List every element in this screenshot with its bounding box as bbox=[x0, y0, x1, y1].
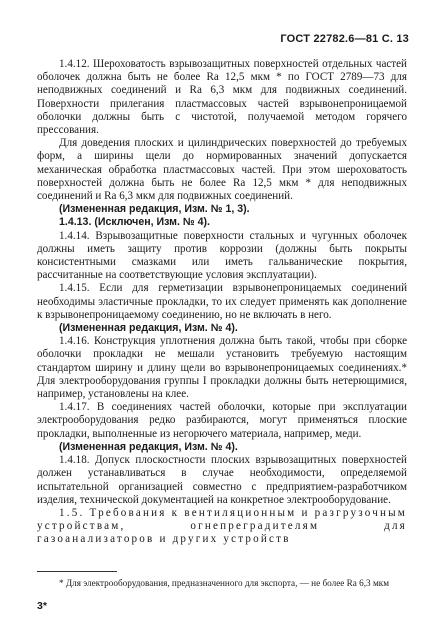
amendment-note-3: (Измененная редакция, Изм. № 4). bbox=[59, 440, 238, 453]
paragraph-1-4-15: 1.4.15. Если для герметизации взрывонепроницаемых соединений необходимы эластичные прокладки, то их следует применять как дополнение к взрывонепроницаемому соединению, но не включать в него. bbox=[37, 282, 407, 321]
footnote-divider bbox=[37, 571, 117, 572]
paragraph-1-4-13: 1.4.13. (Исключен, Изм. № 4). bbox=[59, 216, 210, 229]
page-header: ГОСТ 22782.6—81 С. 13 bbox=[280, 33, 409, 45]
footnote: * Для электрооборудования, предназначенного для экспорта, — не более Ra 6,3 мкм bbox=[59, 578, 390, 588]
page-marker: 3* bbox=[37, 600, 47, 612]
paragraph-1-4-12: 1.4.12. Шероховатость взрывозащитных поверхностей отдельных частей оболочек должна быть не более Ra 12,5 мкм * по ГОСТ 2789—73 для неподвижных соединений и Ra 6,3 мкм для подвижных соединений. Поверхности прилегания пластмассовых частей взрывонепроницаемой оболочки должны быть с чистотой, получаемой методом горячего прессования. bbox=[37, 58, 407, 137]
section-1-5-heading: 1.5. Требования к вентиляционным и разгрузочным устройствам, огнепреградителям для газоанализаторов и других устройств bbox=[37, 506, 407, 546]
paragraph-1-4-16: 1.4.16. Конструкция уплотнения должна быть такой, чтобы при сборке оболочки прокладки не мешали установить требуемую настоящим стандартом ширину и длину щели во взрывонепроницаемых соединениях.* Для электрооборудования группы I прокладки должны быть нетерющимися, например, установлены на клее. bbox=[37, 335, 407, 401]
paragraph-1-4-18: 1.4.18. Допуск плоскостности плоских взрывозащитных поверхностей должен устанавливаться в случае необходимости, определяемой испытательной организацией совместно с предприятием-разработчиком изделия, технической документацией на конкретное электрооборудование. bbox=[37, 454, 407, 506]
paragraph-1-4-14: 1.4.14. Взрывозащитные поверхности стальных и чугунных оболочек должны иметь защиту против коррозии (должны быть покрыты консистентными смазками или иметь гальванические покрытия, рассчитанные на соответствующие условия эксплуатации). bbox=[37, 229, 407, 282]
amendment-note-2: (Измененная редакция, Изм. № 4). bbox=[59, 322, 238, 335]
amendment-note-1: (Измененная редакция, Изм. № 1, 3). bbox=[59, 203, 250, 216]
document-body bbox=[37, 58, 407, 547]
paragraph-machining: Для доведения плоских и цилиндрических поверхностей до требуемых форм, а ширины щели до нормированных значений допускается механическая обработка пластмассовых частей. При этом шероховатость поверхностей должна быть не более Ra 12,5 мкм * для неподвижных соединений и Ra 6,3 мкм для подвижных соединений. bbox=[37, 137, 407, 203]
paragraph-1-4-17: 1.4.17. В соединениях частей оболочки, которые при эксплуатации электрооборудования редко разбираются, могут применяться плоские прокладки, выполненные из негорючего материала, например, меди. bbox=[37, 401, 407, 440]
